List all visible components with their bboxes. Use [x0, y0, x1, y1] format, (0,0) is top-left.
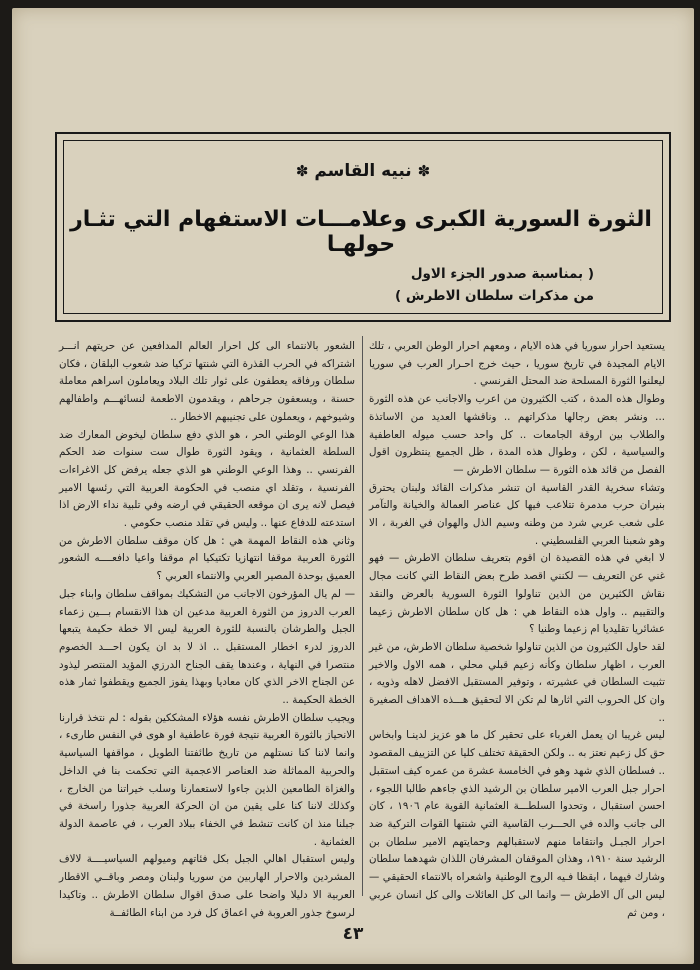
paragraph: وثاني هذه النقاط المهمة هي : هل كان موقف سلطان الاطرش من الثورة العربية موقفا انتهازيا تكتيكيا ام موقفا واعيا دافعــــه الشعور العميق بوحدة المصير العربي والانتماء العربي ؟ — [59, 534, 355, 583]
paragraph: وليس استقبال اهالي الجبل بكل فئاتهم وميولهم السياسيــــة لالاف المشردين والاحرار الهاربين من سوريا ولبنان ومصر وباقــي الاقطار العربية الا دليلا واضحا على صدق اقوال سلطان الاطرش .. وتاكيدا لرسوخ جذور العروبة في اعماق كل فرد من ابناء الطائفــة — [59, 853, 355, 919]
page-number: ٤٣ — [342, 924, 364, 944]
asterisk-icon: ✽ — [417, 162, 431, 180]
article-title: الثورة السورية الكبرى وعلامـــات الاستفهام التي تثـار حولهـا — [70, 207, 652, 257]
paragraph: ويجيب سلطان الاطرش نفسه هؤلاء المشككين بقوله : لم نتخذ قرارنا الانحياز بالثورة العربية نتيجة فورة عاطفية او هوى في النفس طارىء ، وانما لاننا كنا نستلهم من تاريخ طائفتنا الطويل ، مواقفها السياسية والحربية المماثلة ضد العناصر الاعجمية التي تحكمت بنا في الداخل والغزاة الطامعين الذين جاءوا لاستعمارنا وسلب خيراتنا من الخارج ، وكذلك لاننا كنا على يقين من ان الحركة العربية جذورا راسخة في جبلنا منذ ان كانت تنشط في الخفاء ببلاد العرب ، في عاصمة الدولة العثمانية . — [59, 711, 355, 848]
author-name: نبيه القاسم — [314, 161, 412, 181]
article-header-inner-frame — [63, 140, 663, 314]
paragraph: هذا الوعي الوطني الحر ، هو الذي دفع سلطان ليخوض المعارك ضد السلطة العثمانية ، ويقود الثورة طوال ست سنوات ضد الحكم الفرنسي .. وهذا الوعي الوطني هو الذي جعله يرفض كل الاغراءات الفرنسية ، وتقلد اي منصب في الحكومة العربية التي رئسها الامير فيصل لانه يرى ان موقعه الحقيقي في ارضه وفي تلبية نداء الارض اذا استدعته للدفاع عنها .. وليس في تقلد منصب حكومي . — [59, 428, 355, 530]
paragraph: الشعور بالانتماء الى كل احرار العالم المدافعين عن حريتهم انـــر اشتراكه في الحرب القذرة التي شنتها تركيا ضد شعوب البلقان ، فكان سلطان ورفاقه يعطفون على ثوار تلك البلاد ويعاملون اسراهم معاملة حسنة ، ويسعفون جرحاهم ، ويقدمون الاطعمة لنسائهـــم واطفالهم وشيوخهم ، ويعملون على تجنيبهم الاخطار .. — [59, 340, 355, 423]
author-name-line — [64, 161, 662, 181]
subtitle-line-1: ( بمناسبة صدور الجزء الاول — [410, 266, 594, 282]
magazine-page — [12, 8, 694, 964]
article-column-right — [369, 338, 665, 919]
paragraph: يستعيد احرار سوريا في هذه الايام ، ومعهم احرار الوطن العربي ، تلك الايام المجيدة في تاريخ سوريا ، حيث خرج احـرار العرب في سوريا ليعلنوا الثورة المسلحة ضد المحتل الفرنسي . — [369, 340, 665, 388]
subtitle-line-2: من مذكرات سلطان الاطرش ) — [394, 288, 594, 304]
paragraph: وطوال هذه المدة ، كتب الكثيرون من اعرب والاجانب عن هذه الثورة ... ونشر بعض رجالها مذكراتهم .. وناقشها العديد من الاساتذة والطلاب بين اروقة الجامعات .. كل واحد حسب ميوله العاطفية والسياسية ، لكن ، وطوال هذه المدة ، ظل الجميع ينتظرون اقول الفصل من قائد هذه الثورة — سلطان الاطرش — — [369, 393, 665, 476]
paragraph: ليس غريبا ان يعمل الغرباء على تحقير كل ما هو عزيز لدينـا وابخاس حق كل زعيم نعتز به .. ولكن الحقيقة تختلف كليا عن التزييف المقصود .. فسلطان الذي شهد وهو في الخامسة عشرة من عمره كيف استقبل احرار جبل العرب الامير سلطان بن الرشيد الذي جاءهم طالبا اللجوء ، احسن استقبال ، وتحدوا السلطـــة العثمانية القوية عام ١٩٠٦ ، كان الى جانب والده في الحـــرب القاسية التي شنتها القوات التركية ضد احرار الجبـل وانتقاما منهم لاستقبالهم وحمايتهم الامير سلطان بن الرشيد سنة ١٩١٠، وهذان الموقفان المشرفان اللذان شهدهما سلطان وشارك فيهما ، ايقظا فـيه الروح الوطنية واشعراه بالانتماء الحقيقي — ليس الى آل الاطرش — وانما الى كل العائلات والى كل انسان عربي ، ومن ثم — [369, 729, 665, 919]
article-subtitle — [395, 263, 594, 307]
paragraph: وتشاء سخرية القدر القاسية ان تنشر مذكرات القائد ولبنان يحترق بنيران حرب مدمرة تتلاعب فيها كل عناصر العمالة والخيانة والتآمر على شعب عربي شرد من وطنه وسيم الذل والهوان في الغربة ، الا وهو شعبنا العربي الفلسطيني . — [369, 481, 665, 547]
column-divider — [362, 336, 363, 896]
paragraph: — لم يال المؤرخون الاجانب من التشكيك بمواقف سلطان وابناء جبل العرب الدروز من الثورة العربية مدعين ان هذا الانقسام بـــين زعماء الجبل والطرشان بالنسبة للثورة العربية ليس الا خطة حكيمة يتبعها الدروز لدرء اخطار المستقبل .. اذ لا بد ان يكون احـــد الخصوم منتصرا في النهاية ، وعندها يقف الجناح الدرزي المؤيد المنتصر ليذود عن الجناح الاخر الذي كان معاديا وبهذا يفوز الجميع ويقطفوا ثمار هذه الخطة الحكيمة .. — [59, 587, 355, 707]
article-column-left — [59, 338, 355, 919]
paragraph: لقد حاول الكثيرون من الذين تناولوا شخصية سلطان الاطرش، من غير العرب ، اظهار سلطان وكأنه زعيم قبلي محلي ، همه الاول والاخير تثبيت السلطان في عشيرته ، وتوفير المستقبل الافضل لاهله وذويه ، وان كل الحروب التي اثارها لم تكن الا لتحقيق هـــذه الاهداف الصغيرة .. — [369, 640, 665, 724]
article-header-box — [55, 132, 671, 322]
asterisk-icon: ✽ — [295, 162, 309, 180]
paragraph: لا ابغي في هذه القصيدة ان اقوم بتعريف سلطان الاطرش — فهو غني عن التعريف — لكنني اقصد طرح بعض النقاط التي كانت مجال نقاش الكثيرين من الذين تناولوا الثورة السورية بالعرض والنقد والتقييم .. واول هذه النقاط هي : هل كان سلطان الاطرش زعيما عشائريا تقليديا ام زعيما وطنيا ؟ — [369, 552, 665, 636]
